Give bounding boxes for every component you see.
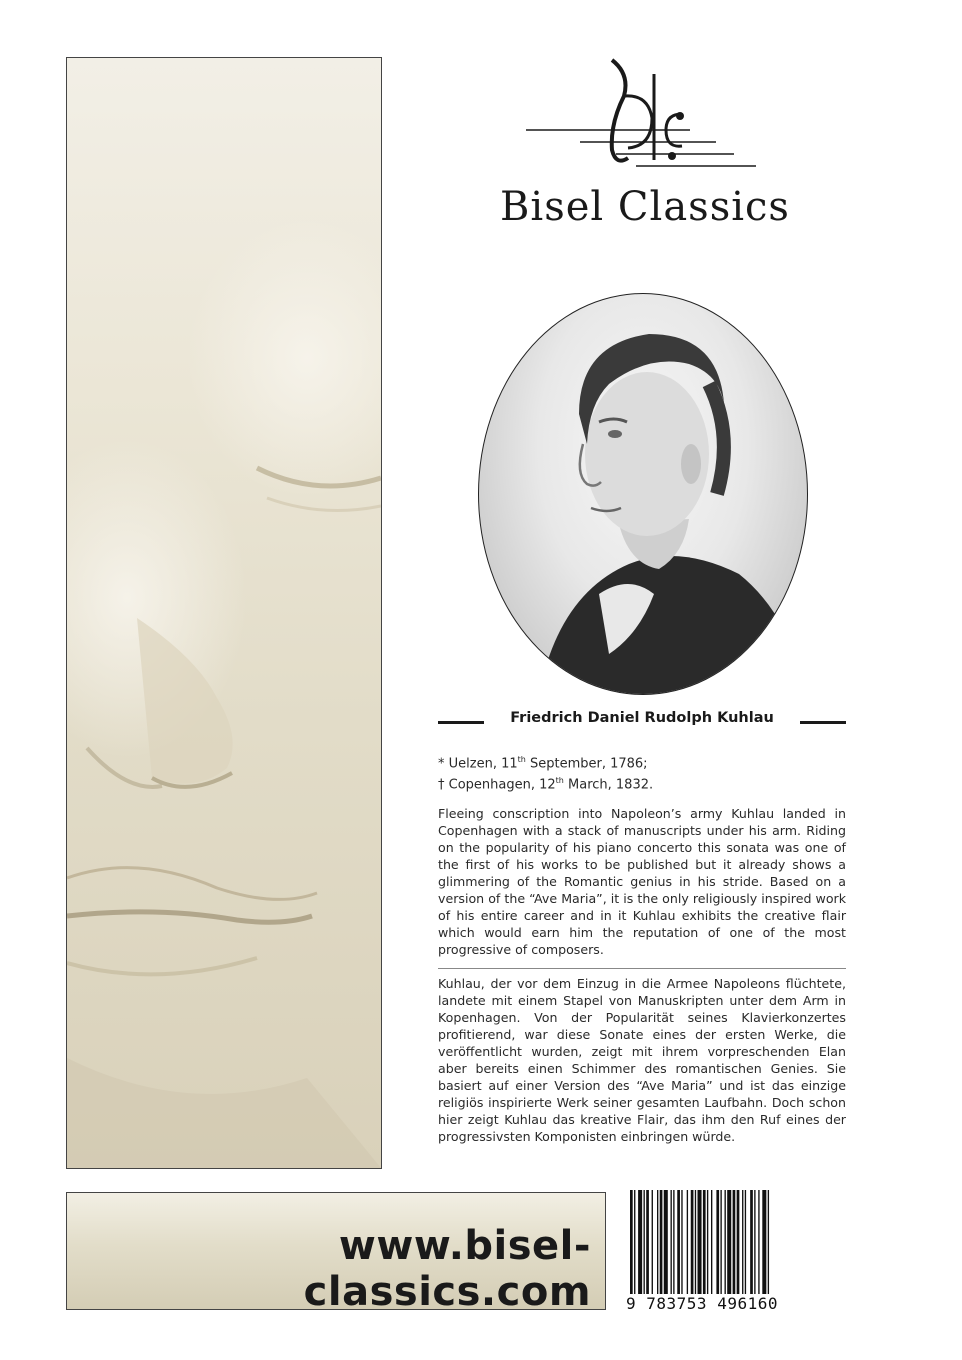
barcode-bar (754, 1190, 755, 1294)
barcode-bar (742, 1190, 743, 1294)
death-sup: th (555, 776, 564, 786)
website-banner (66, 1192, 606, 1310)
barcode-bar (725, 1190, 726, 1294)
birth-suffix: September, 1786; (525, 756, 648, 772)
sculpture-face-image (66, 57, 382, 1169)
barcode-bar (691, 1190, 694, 1294)
barcode-bar (671, 1190, 672, 1294)
birth-line (438, 751, 846, 772)
barcode-bar (664, 1190, 668, 1294)
death-suffix: March, 1832. (563, 777, 654, 793)
barcode-bar (687, 1190, 688, 1294)
heading-rule-right (800, 721, 846, 724)
description-german: Kuhlau, der vor dem Einzug in die Armee Napoleons flüchtete, landete mit einem Stapel von Manuskripten unter dem Arm in Kopenhagen. Von der Popularität seines Klavierkonzertes profitierend, war diese Sonate eines der ersten Werke, die veröffentlicht wurden, zeigt mit ihrem vorpreschenden Elan aber bereits einen Schimmer des romantischen Genies. Sie basiert auf einer Version des “Ave Maria” und ist das einzige religiös inspirierte Werk seiner gesamten Laufbahn. Doch schon hier zeigt Kuhlau das kreative Flair, das ihm den Ruf eines der progressivsten Komponisten einbringen würde. (438, 976, 846, 1144)
birth-prefix: * Uelzen, 11 (438, 756, 518, 772)
barcode-bar (768, 1190, 769, 1294)
composer-portrait (478, 293, 808, 695)
composer-heading (438, 710, 846, 734)
barcode-bar (681, 1190, 682, 1294)
barcode-bar (698, 1190, 702, 1294)
barcode-bar (677, 1190, 680, 1294)
website-url[interactable]: www.bisel-classics.com (303, 1223, 591, 1310)
barcode-bar (634, 1190, 635, 1294)
barcode-bar (716, 1190, 719, 1294)
barcode-bar (703, 1190, 706, 1294)
composer-dates (438, 751, 846, 794)
barcode-bar (652, 1190, 653, 1294)
barcode-bar (758, 1190, 759, 1294)
barcode-bar (750, 1190, 753, 1294)
barcode-bar (660, 1190, 663, 1294)
barcode-digits: 9 783753 496160 (626, 1294, 846, 1312)
death-line (438, 772, 846, 793)
barcode-bar (737, 1190, 740, 1294)
barcode-bar (727, 1190, 731, 1294)
composer-name: Friedrich Daniel Rudolph Kuhlau (510, 710, 774, 726)
barcode-bar (720, 1190, 721, 1294)
heading-rule-left (438, 721, 484, 724)
barcode-bar (711, 1190, 712, 1294)
barcode-bar (630, 1190, 633, 1294)
birth-sup: th (517, 755, 526, 764)
barcode-bar (762, 1190, 766, 1294)
barcode-bar (707, 1190, 708, 1294)
treble-clef-logo-icon (520, 54, 770, 184)
barcode-icon (626, 1190, 846, 1308)
barcode-bar (644, 1190, 645, 1294)
brand-name: Bisel Classics (500, 184, 790, 230)
barcode-bar (646, 1190, 649, 1294)
barcode-bar (695, 1190, 696, 1294)
language-divider (438, 968, 846, 969)
barcode-bar (745, 1190, 746, 1294)
description-english: Fleeing conscription into Napoleon’s army Kuhlau landed in Copenhagen with a stack of manuscripts under his arm. Riding on the popularity of his piano concerto this sonata was one of the first of his works to be published but it already shows a glimmering of the Romantic genius in his stride. Based on a version of the “Ave Maria”, it is the only religiously inspired work of his entire career and in it Kuhlau exhibits the creative flair which would earn him the reputation of one of the most progressive of composers. (438, 806, 846, 957)
barcode-bar (733, 1190, 736, 1294)
death-prefix: † Copenhagen, 12 (438, 777, 556, 793)
barcode-bar (673, 1190, 674, 1294)
barcode-bar (638, 1190, 642, 1294)
barcode-bar (657, 1190, 658, 1294)
